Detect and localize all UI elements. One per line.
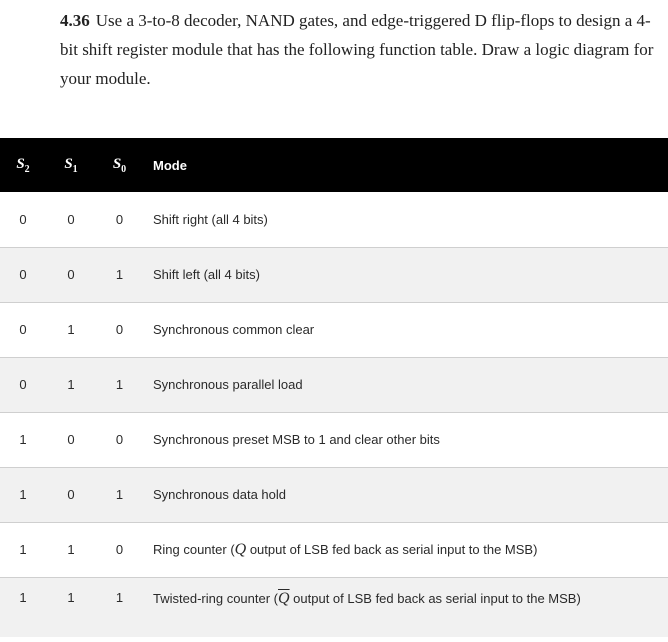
table-row [0, 467, 668, 522]
problem-text: Use a 3-to-8 decoder, NAND gates, and edge-triggered D flip-flops to design a 4-bit shift register module that has the following function table. Draw a logic diagram for your module. [60, 11, 654, 88]
cell-s2: 0 [19, 211, 27, 227]
table-row [0, 357, 668, 412]
header-s2: $S_2$ [16, 155, 30, 175]
table-row [0, 192, 668, 247]
header-mode: Mode [153, 157, 187, 173]
cell-s1: 0 [67, 267, 75, 282]
cell-mode: Synchronous data hold [153, 487, 286, 502]
cell-s0: 1 [115, 487, 124, 502]
cell-s2: 1 [19, 487, 27, 502]
header-s0: $S_0$ [112, 155, 127, 175]
cell-mode: Synchronous common clear [153, 322, 315, 337]
cell-s0: 1 [115, 377, 124, 392]
cell-s0: 0 [115, 542, 124, 557]
cell-s2: 1 [19, 589, 27, 605]
table-row [0, 577, 668, 637]
cell-mode: Twisted-ring counter ($\overline{Q}$ output of LSB fed back as serial input to the MSB) [153, 589, 581, 607]
table-row [0, 247, 668, 302]
cell-s0: 0 [115, 322, 124, 337]
q-symbol: Q [234, 540, 247, 558]
table-header-row [0, 138, 668, 192]
table-row [0, 302, 668, 357]
cell-s1: 1 [67, 542, 75, 557]
cell-s2: 1 [19, 432, 27, 447]
cell-s2: 1 [19, 542, 27, 557]
cell-mode: Ring counter (Q output of LSB fed back as serial input to the MSB) [153, 540, 538, 558]
problem-statement [60, 6, 660, 93]
cell-s0: 0 [115, 211, 124, 227]
cell-s0: 0 [115, 432, 124, 447]
q-bar-symbol: $\overline{Q}$ [278, 589, 290, 607]
table-row [0, 522, 668, 577]
cell-s1: 1 [67, 589, 75, 605]
cell-s2: 0 [19, 322, 27, 337]
cell-s1: 1 [67, 322, 75, 337]
cell-mode: Shift left (all 4 bits) [153, 267, 260, 282]
function-table [0, 138, 668, 637]
cell-s0: 1 [115, 267, 124, 282]
cell-mode: Synchronous preset MSB to 1 and clear other bits [153, 432, 440, 447]
cell-s1: 0 [67, 432, 75, 447]
cell-s2: 0 [19, 377, 27, 392]
header-s1: $S_1$ [64, 155, 78, 175]
table-row [0, 412, 668, 467]
cell-mode: Shift right (all 4 bits) [153, 211, 268, 227]
cell-s1: 0 [67, 211, 75, 227]
cell-s2: 0 [19, 267, 27, 282]
problem-number: 4.36 [60, 11, 90, 30]
cell-s0: 1 [115, 589, 124, 605]
cell-s1: 0 [67, 487, 75, 502]
cell-s1: 1 [67, 377, 75, 392]
cell-mode: Synchronous parallel load [153, 377, 303, 392]
